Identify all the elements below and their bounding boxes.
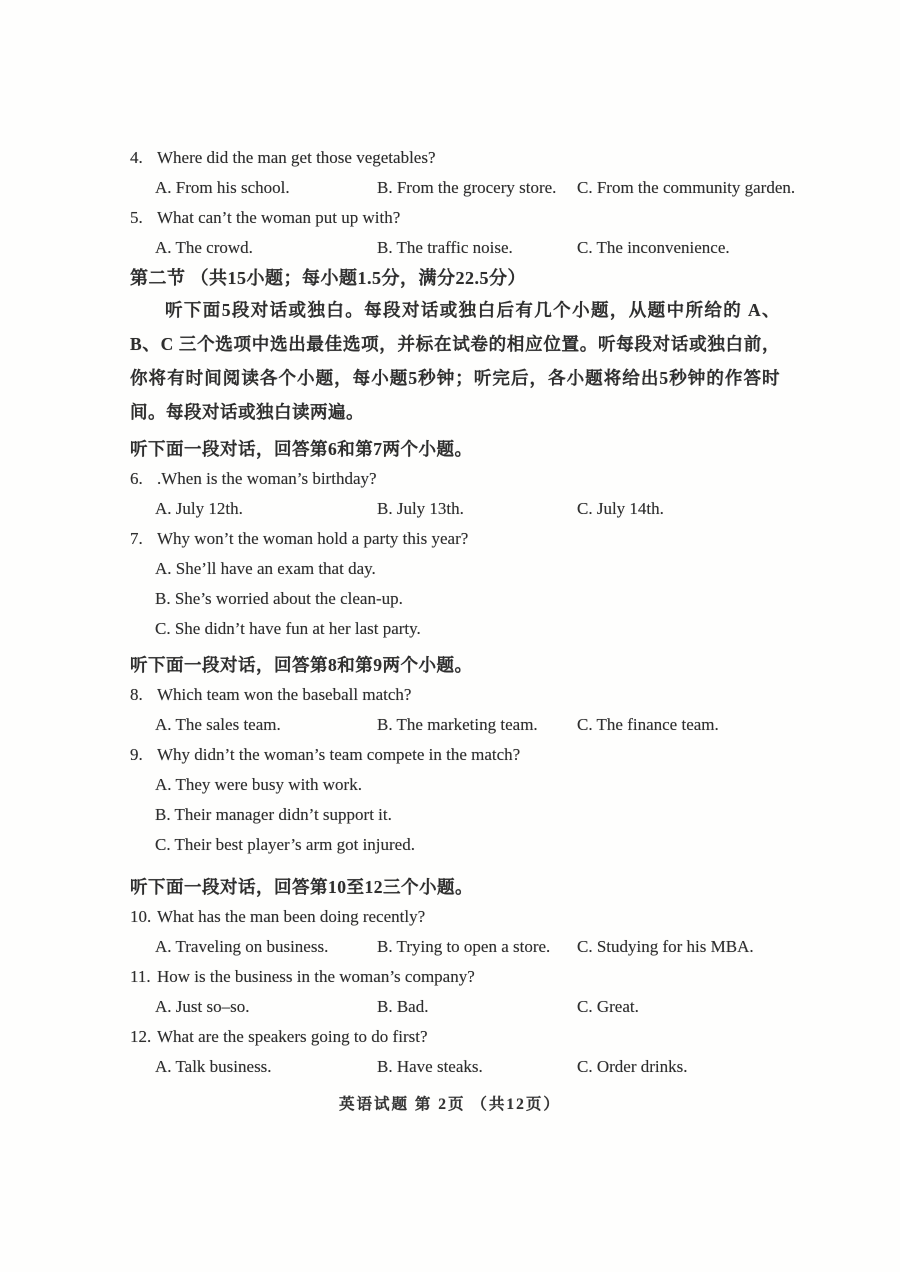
question-9-option-c: C. Their best player’s arm got injured. <box>155 835 415 854</box>
question-12-number: 12. <box>130 1027 152 1046</box>
question-5-options <box>155 233 780 263</box>
question-10-number: 10. <box>130 907 152 926</box>
question-8-options <box>155 710 780 740</box>
question-8-number: 8. <box>130 685 143 704</box>
question-6-option-b: B. July 13th. <box>377 499 464 518</box>
question-11-number: 11. <box>130 967 151 986</box>
question-7-option-a: A. She’ll have an exam that day. <box>155 559 376 578</box>
question-12-option-b: B. Have steaks. <box>377 1057 483 1076</box>
question-6-number: 6. <box>130 469 143 488</box>
dialog-prompt-8-9: 听下面一段对话，回答第8和第9两个小题。 <box>130 655 473 675</box>
question-7-number: 7. <box>130 529 143 548</box>
question-5-text: What can’t the woman put up with? <box>157 208 401 227</box>
question-12-option-c: C. Order drinks. <box>577 1057 688 1076</box>
question-5-option-c: C. The inconvenience. <box>577 238 730 257</box>
question-10-option-b: B. Trying to open a store. <box>377 937 551 956</box>
question-9 <box>130 740 780 770</box>
question-9-option-b: B. Their manager didn’t support it. <box>155 805 392 824</box>
question-8-option-c: C. The finance team. <box>577 715 719 734</box>
question-11-option-a: A. Just so–so. <box>155 997 250 1016</box>
question-12-option-a: A. Talk business. <box>155 1057 272 1076</box>
question-7 <box>130 524 780 554</box>
question-11 <box>130 962 780 992</box>
question-6-option-a: A. July 12th. <box>155 499 243 518</box>
question-5-option-b: B. The traffic noise. <box>377 238 513 257</box>
question-10-option-a: A. Traveling on business. <box>155 937 329 956</box>
question-11-option-c: C. Great. <box>577 997 639 1016</box>
question-4-option-c: C. From the community garden. <box>577 178 796 197</box>
question-4-number: 4. <box>130 148 143 167</box>
question-8 <box>130 680 780 710</box>
question-9-number: 9. <box>130 745 143 764</box>
page-footer: 英语试题 第 2页 （共12页） <box>339 1096 561 1113</box>
question-11-options <box>155 992 780 1022</box>
question-8-text: Which team won the baseball match? <box>157 685 412 704</box>
question-12-options <box>155 1052 780 1082</box>
question-10-option-c: C. Studying for his MBA. <box>577 937 754 956</box>
question-10-text: What has the man been doing recently? <box>157 907 426 926</box>
question-6-text: .When is the woman’s birthday? <box>157 469 377 488</box>
question-5-option-a: A. The crowd. <box>155 238 253 257</box>
question-7-text: Why won’t the woman hold a party this year? <box>157 529 469 548</box>
question-4-options <box>155 173 796 203</box>
question-11-text: How is the business in the woman’s company? <box>157 967 475 986</box>
question-10 <box>130 902 780 932</box>
question-6-option-c: C. July 14th. <box>577 499 664 518</box>
question-5-number: 5. <box>130 208 143 227</box>
question-10-options <box>155 932 780 962</box>
question-4-text: Where did the man get those vegetables? <box>157 148 436 167</box>
question-8-option-b: B. The marketing team. <box>377 715 538 734</box>
question-9-text: Why didn’t the woman’s team compete in the match? <box>157 745 521 764</box>
question-5 <box>130 203 780 233</box>
question-4-option-a: A. From his school. <box>155 178 290 197</box>
question-4 <box>130 143 780 173</box>
dialog-prompt-10-12: 听下面一段对话，回答第10至12三个小题。 <box>130 877 473 897</box>
question-6-options <box>155 494 780 524</box>
section-2-heading: 第二节 （共15小题；每小题1.5分，满分22.5分） <box>130 268 526 288</box>
question-7-option-b: B. She’s worried about the clean-up. <box>155 589 403 608</box>
question-4-option-b: B. From the grocery store. <box>377 178 557 197</box>
dialog-prompt-6-7: 听下面一段对话，回答第6和第7两个小题。 <box>130 439 473 459</box>
question-7-option-c: C. She didn’t have fun at her last party. <box>155 619 421 638</box>
exam-content <box>130 143 796 1082</box>
question-8-option-a: A. The sales team. <box>155 715 281 734</box>
question-12-text: What are the speakers going to do first? <box>157 1027 428 1046</box>
question-11-option-b: B. Bad. <box>377 997 429 1016</box>
question-12 <box>130 1022 780 1052</box>
section-2-instructions: 听下面5段对话或独白。每段对话或独白后有几个小题，从题中所给的 A、B、C 三个选项中选出最佳选项，并标在试卷的相应位置。听每段对话或独白前，你将有时间阅读各个小题，每小题5秒钟；听完后，各小题将给出5秒钟的作答时间。每段对话或独白读两遍。 <box>130 300 780 422</box>
question-6 <box>130 464 780 494</box>
question-9-option-a: A. They were busy with work. <box>155 775 362 794</box>
